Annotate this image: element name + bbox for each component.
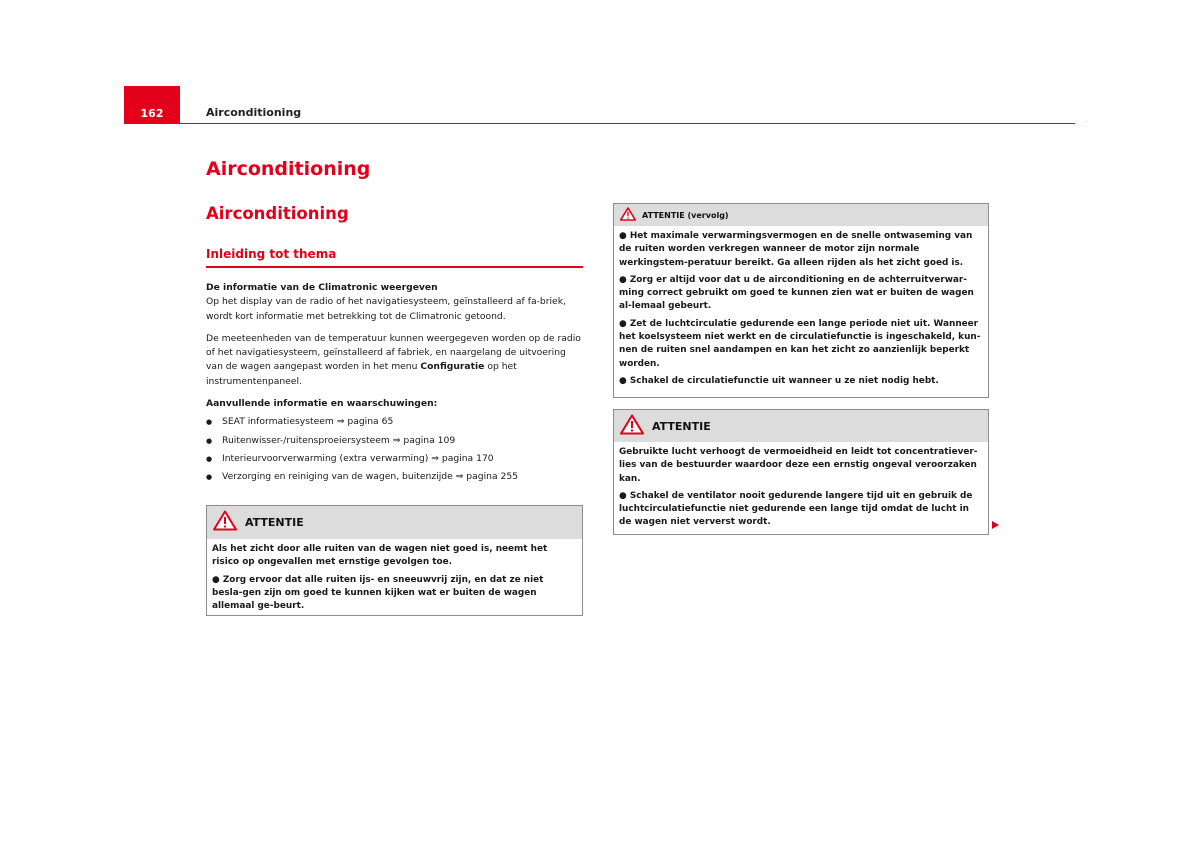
- warning-triangle-icon: [213, 510, 237, 535]
- paragraph-units-text: De meeteenheden van de temperatuur kunnen weergegeven worden op de radio of het navigatiesysteem, geïnstalleerd af fabriek, en naargelang de uitvoering van de wagen aangepast worden in het menu: [206, 332, 581, 373]
- warning-bullet: ● Zorg ervoor dat alle ruiten ijs- en sneeuwvrij zijn, en dat ze niet besla-gen zijn om goed te kunnen kijken wat er buiten de wagen allemaal ge-beurt.: [212, 574, 544, 612]
- chapter-title: Airconditioning: [206, 158, 371, 180]
- warning-bullet: ● Schakel de circulatiefunctie uit wanneer u ze niet nodig hebt.: [619, 375, 939, 386]
- warning-box-continued: [613, 203, 989, 398]
- paragraph-display-info: Op het display van de radio of het navigatiesysteem, geïnstalleerd af fa-briek, wordt kort informatie met betrekking tot de Climatronic getoond.: [206, 296, 566, 322]
- warning-box-header: [614, 410, 988, 442]
- warning-text: Als het zicht door alle ruiten van de wagen niet goed is, neemt het risico op ongevallen met ernstige gevolgen toe.: [212, 544, 548, 568]
- reference-item[interactable]: ● Verzorging en reiniging van de wagen, buitenzijde ⇒ pagina 255: [206, 470, 582, 484]
- running-header-title: Airconditioning: [206, 106, 302, 119]
- menu-configuratie: Configuratie: [420, 361, 485, 373]
- warning-bullet: ● Schakel de ventilator nooit gedurende langere tijd uit en gebruik de luchtcirculatiefunctie niet gedurende een lange tijd omdat de lucht in de wagen niet ververst wordt.: [619, 490, 973, 528]
- sub-heading-additional: Aanvullende informatie en waarschuwingen:: [206, 398, 438, 410]
- warning-bullet: ● Zorg er altijd voor dat u de airconditioning en de achterruitverwar-ming correct gebruikt om goed te kunnen zien wat er buiten de wagen al-lemaal gebeurt.: [619, 274, 974, 312]
- warning-text: Gebruikte lucht verhoogt de vermoeidheid en leidt tot concentratiever-lies van de bestuurder waardoor deze een ernstig ongeval veroorzaken kan.: [619, 447, 978, 484]
- warning-box-header: [207, 506, 582, 539]
- header-rule: [124, 123, 1075, 124]
- continue-arrow-icon: [992, 521, 999, 529]
- subsection-rule: [206, 266, 583, 268]
- warning-triangle-icon: [620, 414, 644, 439]
- reference-item[interactable]: ● SEAT informatiesysteem ⇒ pagina 65: [206, 415, 582, 429]
- reference-item[interactable]: ● Ruitenwisser-/ruitensproeiersysteem ⇒ pagina 109: [206, 434, 582, 448]
- left-column: [206, 281, 582, 489]
- paragraph-units-tail: op het instrumentenpaneel.: [206, 361, 517, 387]
- page-number: 162: [124, 86, 180, 124]
- warning-box-body: [614, 442, 988, 536]
- warning-bullet: ● Zet de luchtcirculatie gedurende een lange periode niet uit. Wanneer het koelsysteem niet werkt en de circulatiefunctie is ingeschakeld, kun-nen de ruiten snel aandampen en kan het zicht zo aanzienlijk beperkt worden.: [619, 318, 981, 369]
- section-title: Airconditioning: [206, 204, 349, 223]
- warning-box-body: [614, 226, 988, 394]
- warning-box-left: [206, 505, 583, 616]
- warning-box-right: [613, 409, 989, 535]
- warning-triangle-icon: [620, 206, 636, 225]
- warning-label: ATTENTIE: [245, 516, 304, 529]
- warning-bullet: ● Het maximale verwarmingsvermogen en de snelle ontwaseming van de ruiten worden verkregen wanneer de motor zijn normale werkingstem-peratuur bereikt. Ga alleen rijden als het zicht goed is.: [619, 231, 973, 268]
- reference-item[interactable]: ● Interieurvoorverwarming (extra verwarming) ⇒ pagina 170: [206, 452, 582, 466]
- sub-heading-climatronic: De informatie van de Climatronic weergeven: [206, 282, 438, 293]
- warning-label: ATTENTIE: [652, 419, 711, 433]
- warning-box-body: [207, 539, 582, 619]
- warning-label: ATTENTIE (vervolg): [642, 210, 729, 220]
- subsection-title: Inleiding tot thema: [206, 247, 337, 261]
- reference-list: [206, 415, 582, 484]
- paragraph-units: [206, 332, 582, 389]
- warning-box-header: [614, 204, 988, 226]
